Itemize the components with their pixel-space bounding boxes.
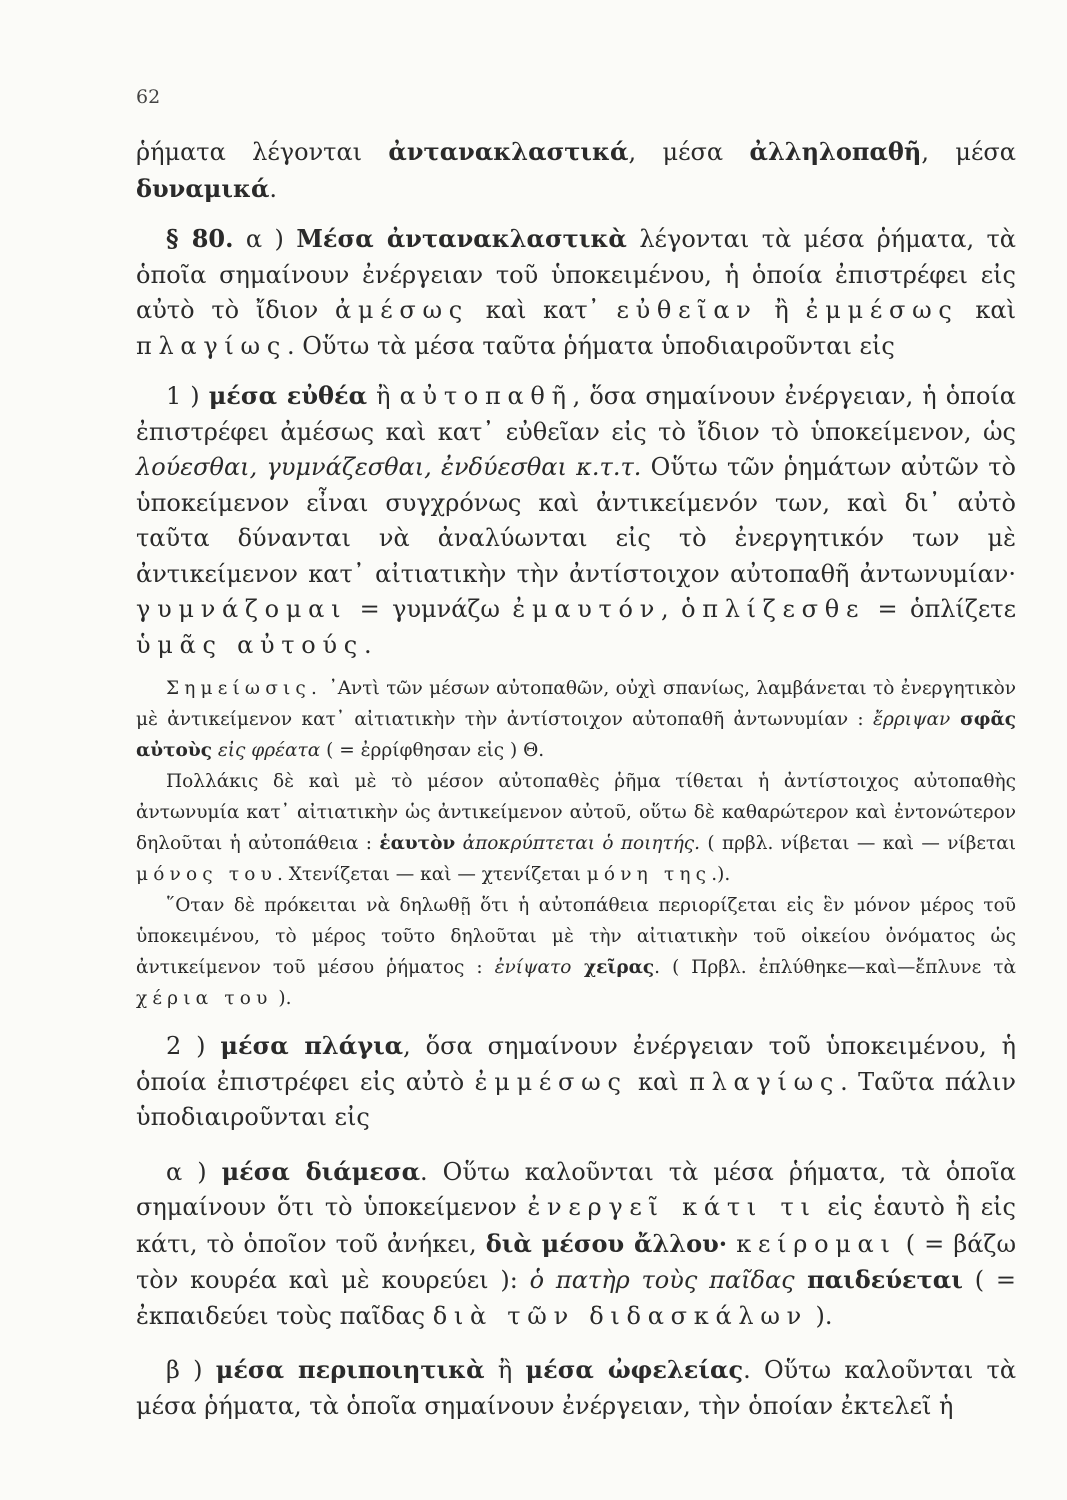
term-allilopathi: ἀλληλοπαθῆ bbox=[749, 137, 922, 166]
item-b-paragraph bbox=[136, 1352, 1016, 1424]
main-text bbox=[136, 134, 1016, 663]
text-run: ( = ἐρρίφθησαν εἰς ) Θ. bbox=[320, 740, 545, 761]
text-run: . Οὕτω τὰ μέσα ταῦτα ῥήματα ὑποδιαιροῦνται εἰς bbox=[287, 331, 895, 360]
text-run: = ὁπλίζετε bbox=[865, 595, 1016, 623]
text-run: , μέσα bbox=[628, 138, 750, 166]
text-run: α ) bbox=[233, 225, 297, 253]
text-run: Πολλάκις δὲ καὶ μὲ τὸ μέσον αὐτοπαθὲς ῥῆμα τίθεται ἡ ἀντίστοιχος αὐτοπαθὴς ἀντωνυμία κατ᾽ αἰτιατικὴν ὡς ἀντικείμενον αὐτοῦ, οὕτω δὲ καθαρώτερον καὶ ἐντονώτερον δηλοῦται ἡ αὐτοπάθεια : bbox=[136, 771, 1016, 854]
text-run: , ὅσα σημαίνουν ἐνέργειαν, ἡ ὁποία ἐπιστρέφει ἀμέσως καὶ κατ᾽ εὐθεῖαν εἰς τὸ ἴδιον τὸ ὑποκείμενον, ὡς bbox=[136, 382, 1017, 446]
text-run: . Οὕτω καλοῦνται τὰ μέσα ῥήματα, τὰ ὁποῖα σημαίνουν ὅτι τὸ ὑποκείμενον bbox=[136, 1157, 1017, 1221]
text-run: ἢ bbox=[367, 382, 400, 410]
spaced-term: πλαγίως bbox=[136, 331, 287, 360]
spaced-term: μόνη της bbox=[586, 864, 712, 885]
text-run: . Οὕτω καλοῦνται τὰ μέσα ῥήματα, τὰ ὁποῖα σημαίνουν ἐνέργειαν, τὴν ὁποίαν ἐκτελεῖ ἡ bbox=[136, 1356, 1017, 1420]
text-run: = γυμνάζω bbox=[347, 595, 513, 623]
example-words: ἀποκρύπτεται ὁ ποιητής. bbox=[455, 833, 701, 854]
emphasis-term: παιδεύεται bbox=[794, 1265, 963, 1294]
notes-block bbox=[136, 673, 1016, 1014]
spaced-term: κείρομαι bbox=[736, 1229, 897, 1258]
text-run: 2 ) bbox=[166, 1032, 221, 1060]
page-body bbox=[136, 134, 1016, 1424]
spaced-term: ἐνεργεῖ κάτι τι bbox=[527, 1193, 817, 1221]
text-run bbox=[727, 1230, 736, 1258]
text-run: . bbox=[269, 174, 278, 203]
text-run: καὶ bbox=[958, 296, 1017, 324]
text-run: καὶ bbox=[627, 1067, 690, 1096]
text-run: . bbox=[363, 630, 372, 659]
example-words: ἐνίψατο bbox=[494, 957, 572, 978]
spaced-term: ἐμαυτόν bbox=[512, 595, 662, 623]
spaced-term: πλαγίως bbox=[689, 1067, 841, 1096]
section-heading: Μέσα ἀντανακλαστικὰ bbox=[296, 224, 627, 253]
intro-paragraph bbox=[136, 134, 1016, 207]
item-2-paragraph bbox=[136, 1028, 1016, 1136]
text-run: εἰς ἑαυτὸ ἢ εἰς κάτι, τὸ ὁποῖον τοῦ ἀνήκει, bbox=[136, 1193, 1017, 1258]
spaced-term: μόνος του bbox=[136, 864, 278, 885]
text-run: , ὅσα σημαίνουν ἐνέργειαν τοῦ ὑποκειμένου, ἡ ὁποία ἐπιστρέφει εἰς αὐτὸ bbox=[136, 1032, 1017, 1096]
spaced-term: γυμνάζομαι bbox=[136, 595, 348, 623]
section-80-paragraph bbox=[136, 221, 1016, 364]
text-run: ῥήματα λέγονται bbox=[136, 138, 389, 166]
emphasis-term: διὰ μέσου ἄλλου· bbox=[485, 1228, 728, 1258]
example-words: ὁ πατὴρ τοὺς παῖδας bbox=[529, 1266, 795, 1294]
page-number: 62 bbox=[136, 86, 161, 108]
text-run: 1 ) bbox=[166, 382, 209, 410]
item-1-paragraph bbox=[136, 378, 1016, 663]
text-run: ᾽Αντὶ τῶν μέσων αὐτοπαθῶν, οὐχὶ σπανίως, λαμβάνεται τὸ ἐνεργητικὸν μὲ ἀντικείμενον κατ᾽ αἰτιατικὴν τὴν ἀντίστοιχον αὐτοπαθῆ ἀντωνυμίαν : bbox=[136, 678, 1016, 730]
text-run: α ) bbox=[166, 1157, 222, 1186]
note-paragraph-3 bbox=[136, 890, 1016, 1014]
spaced-term: εὐθεῖαν bbox=[616, 296, 758, 324]
example-words: εἰς φρέατα bbox=[211, 740, 321, 761]
section-number: § 80. bbox=[166, 224, 234, 253]
item-heading-alt: μέσα ὠφελείας bbox=[525, 1355, 744, 1384]
text-run: ). bbox=[272, 988, 292, 1009]
note-paragraph-1 bbox=[136, 673, 1016, 766]
text-run: . Ταῦτα πάλιν ὑποδιαιροῦνται εἰς bbox=[136, 1067, 1017, 1131]
emphasis-term: ἑαυτὸν bbox=[379, 833, 456, 854]
example-words: λούεσθαι, γυμνάζεσθαι, ἐνδύεσθαι κ.τ.τ. bbox=[136, 453, 642, 481]
text-run: ἢ bbox=[757, 296, 806, 324]
item-heading: μέσα πλάγια bbox=[220, 1031, 404, 1060]
spaced-term: ἐμμέσως bbox=[805, 296, 959, 324]
text-run: , μέσα bbox=[921, 138, 1016, 166]
text-run: ῞Οταν δὲ πρόκειται νὰ δηλωθῇ ὅτι ἡ αὐτοπάθεια περιορίζεται εἰς ἓν μόνον μέρος τοῦ ὑποκειμένου, τὸ μέρος τοῦτο δηλοῦται μὲ τὴν αἰτιατικὴν τοῦ οἰκείου ὀνόματος ὡς ἀντικείμενον τοῦ μέσου ῥήματος : bbox=[136, 895, 1016, 978]
item-heading: μέσα διάμεσα bbox=[221, 1156, 421, 1186]
text-run: Οὕτω τῶν ῥημάτων αὐτῶν τὸ ὑποκείμενον εἶναι συγχρόνως καὶ ἀντικείμενόν των, καὶ δι᾽ αὐτὸ ταῦτα δύνανται νὰ ἀναλύωνται εἰς τὸ ἐνεργητικόν των μὲ ἀντικείμενον κατ᾽ αἰτιατικὴν τὴν ἀντίστοιχον αὐτοπαθῆ ἀντωνυμίαν· bbox=[136, 453, 1016, 588]
item-heading: μέσα εὐθέα bbox=[208, 381, 368, 410]
item-a-paragraph bbox=[136, 1154, 1016, 1335]
text-run: καὶ κατ᾽ bbox=[468, 296, 617, 324]
spaced-term: ἀμέσως bbox=[334, 296, 469, 324]
term-dynamika: δυναμικά bbox=[136, 173, 270, 203]
text-run: ἢ bbox=[484, 1356, 526, 1384]
text-run: . Χτενίζεται — καὶ — χτενίζεται bbox=[277, 864, 587, 885]
text-run: β ) bbox=[166, 1356, 216, 1384]
emphasis-term: χεῖρας bbox=[571, 957, 655, 978]
spaced-term: χέρια του bbox=[136, 988, 273, 1009]
text-run: λέγονται τὰ μέσα ῥήματα, τὰ ὁποῖα σημαίνουν ἐνέργειαν τοῦ ὑποκειμένου, ἡ ὁποία ἐπιστρέφει εἰς αὐτὸ τὸ ἴδιον bbox=[136, 225, 1017, 324]
note-label: Σημείωσις. bbox=[166, 678, 323, 699]
text-run: . ( Πρβλ. ἐπλύθηκε—καὶ—ἔπλυνε τὰ bbox=[654, 957, 1016, 978]
spaced-term: διὰ τῶν διδασκάλων bbox=[432, 1301, 808, 1330]
text-run: ). bbox=[807, 1301, 833, 1330]
spaced-term: ἐμμέσως bbox=[474, 1067, 628, 1096]
spaced-term: ὁπλίζεσθε bbox=[681, 595, 866, 623]
text-run: ( = βάζω τὸν κουρέα καὶ μὲ κουρεύει ): bbox=[136, 1229, 1017, 1294]
text-run: ( πρβλ. νίβεται — καὶ — νίβεται bbox=[700, 833, 1016, 854]
text-run: ( = ἐκπαιδεύει τοὺς παῖδας bbox=[136, 1266, 1017, 1330]
text-run: .). bbox=[711, 864, 731, 885]
text-run: , bbox=[661, 595, 682, 623]
item-heading: μέσα περιποιητικὰ bbox=[215, 1355, 485, 1384]
main-text-continued bbox=[136, 1028, 1016, 1424]
note-paragraph-2 bbox=[136, 766, 1016, 890]
example-words: ἔρριψαν bbox=[873, 709, 951, 730]
term-antanaklastika: ἀντανακλαστικά bbox=[388, 137, 629, 166]
emphasis-term: σφᾶς αὐτοὺς bbox=[136, 709, 1016, 761]
spaced-term: αὐτοπαθῆ bbox=[399, 382, 573, 410]
spaced-term: ὑμᾶς αὐτούς bbox=[136, 630, 364, 659]
